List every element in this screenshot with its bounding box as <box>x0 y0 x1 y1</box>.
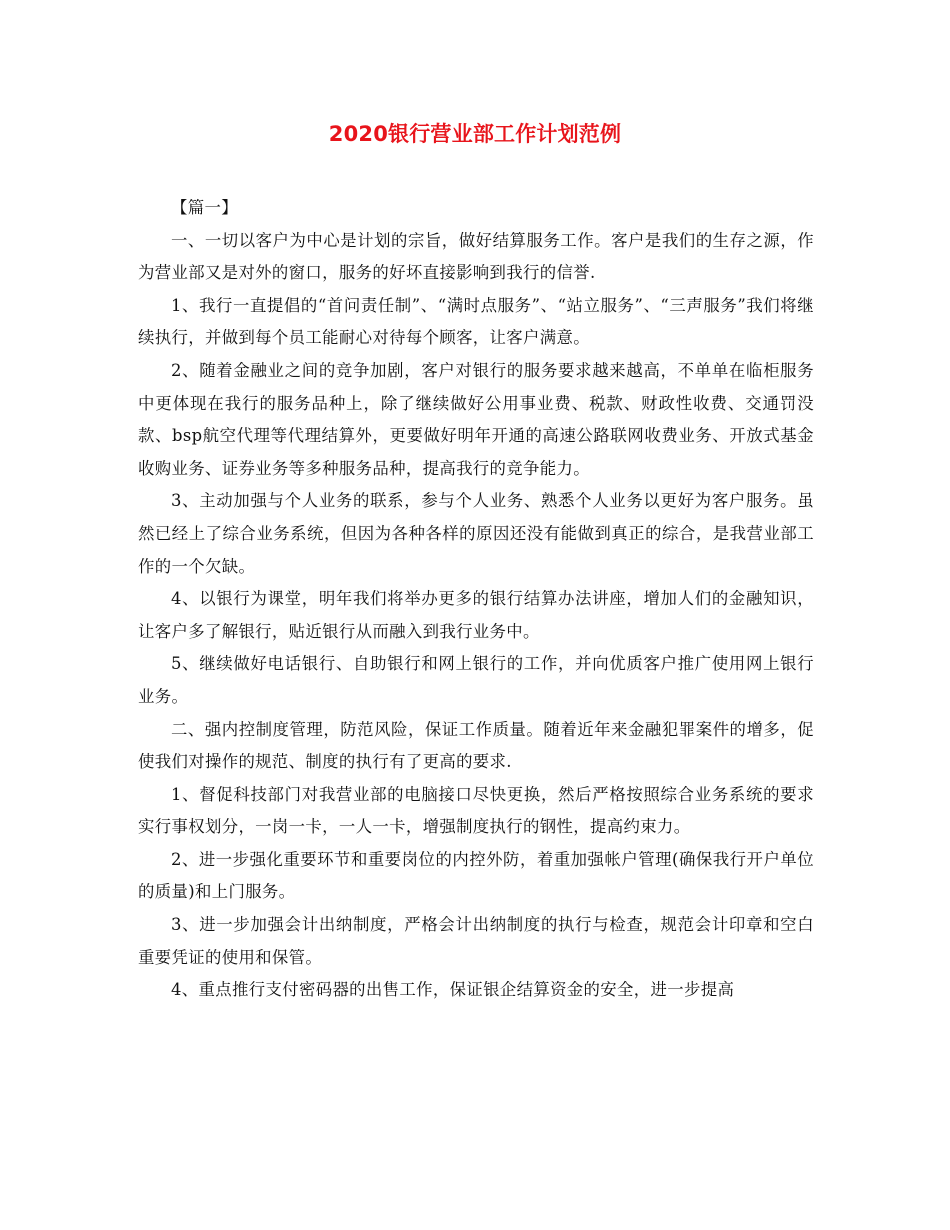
paragraph-9: 2、进一步强化重要环节和重要岗位的内控外防，着重加强帐户管理(确保我行开户单位的质量)和上门服务。 <box>138 849 814 902</box>
paragraph-5: 4、以银行为课堂，明年我们将举办更多的银行结算办法讲座，增加人们的金融知识，让客户多了解银行，贴近银行从而融入到我行业务中。 <box>138 589 814 641</box>
paragraph-8: 1、督促科技部门对我营业部的电脑接口尽快更换，然后严格按照综合业务系统的要求实行事权划分，一岗一卡，一人一卡，增强制度执行的钢性，提高约束力。 <box>138 784 814 837</box>
paragraph-6: 5、继续做好电话银行、自助银行和网上银行的工作，并向优质客户推广使用网上银行业务。 <box>138 654 814 706</box>
paragraph-11: 4、重点推行支付密码器的出售工作，保证银企结算资金的安全，进一步提高 <box>171 980 735 1000</box>
document-title: 2020银行营业部工作计划范例 <box>328 122 622 146</box>
paragraph-3: 2、随着金融业之间的竞争加剧，客户对银行的服务要求越来越高，不单单在临柜服务中更体现在我行的服务品种上，除了继续做好公用事业费、税款、财政性收费、交通罚没款、bsp航空代理等代理结算外，更要做好明年开通的高速公路联网收费业务、开放式基金收购业务、证券业务等多种服务品种，提高我行的竞争能力。 <box>138 360 814 478</box>
paragraph-1: 一、一切以客户为中心是计划的宗旨，做好结算服务工作。客户是我们的生存之源，作为营业部又是对外的窗口，服务的好坏直接影响到我行的信誉. <box>138 230 814 283</box>
paragraph-10: 3、进一步加强会计出纳制度，严格会计出纳制度的执行与检查，规范会计印章和空白重要凭证的使用和保管。 <box>138 915 814 967</box>
document-body <box>138 192 814 1007</box>
paragraph-7: 二、强内控制度管理，防范风险，保证工作质量。随着近年来金融犯罪案件的增多，促使我们对操作的规范、制度的执行有了更高的要求. <box>138 719 814 772</box>
section-heading: 【篇一】 <box>171 198 238 217</box>
paragraph-2: 1、我行一直提倡的“首问责任制”、“满时点服务”、“站立服务”、“三声服务”我们将继续执行，并做到每个员工能耐心对待每个顾客，让客户满意。 <box>138 295 814 348</box>
paragraph-4: 3、主动加强与个人业务的联系，参与个人业务、熟悉个人业务以更好为客户服务。虽然已经上了综合业务系统，但因为各种各样的原因还没有能做到真正的综合，是我营业部工作的一个欠缺。 <box>138 491 814 576</box>
